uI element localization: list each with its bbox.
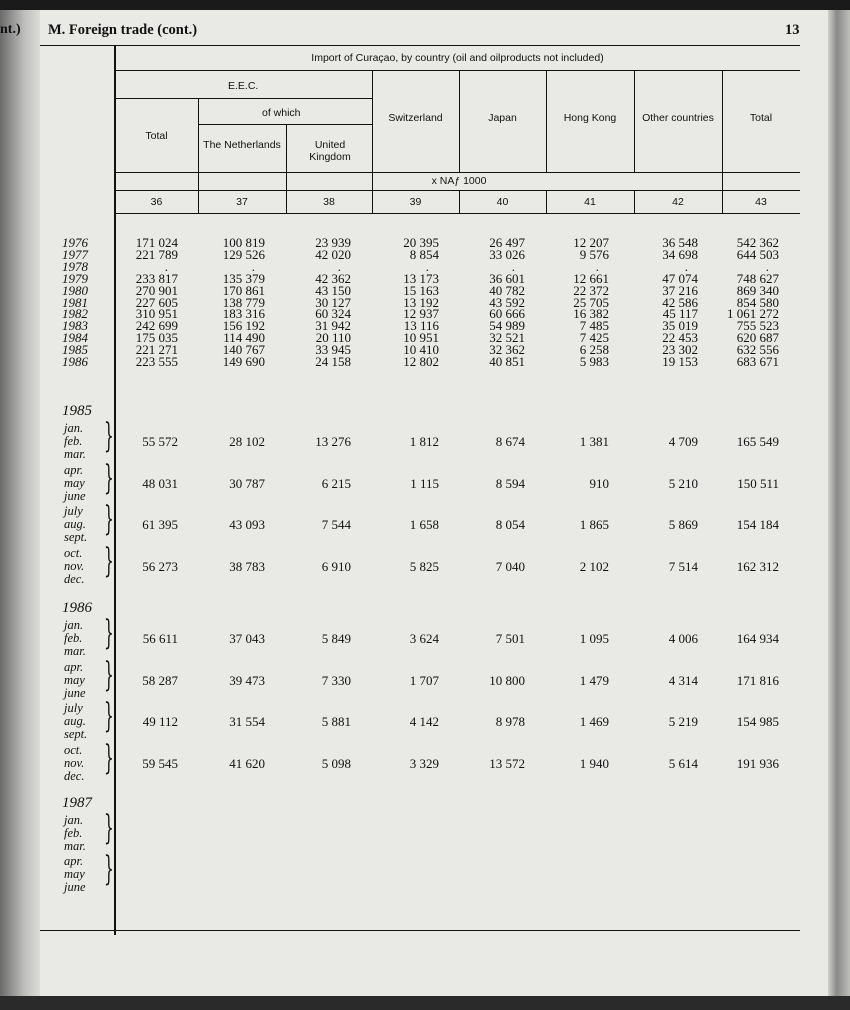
cell-value: .	[684, 258, 688, 274]
cell-value: 175 035	[135, 330, 178, 346]
row-year: 1978	[62, 258, 88, 274]
cell-value: 12 207	[573, 235, 609, 250]
month-label: apr.	[64, 659, 84, 674]
cell-value: 1 479	[579, 672, 609, 688]
page-edge	[828, 10, 850, 996]
month-label: jan.	[64, 421, 84, 435]
month-label: mar.	[64, 447, 86, 461]
cell-value: 233 817	[135, 270, 178, 286]
rule	[115, 70, 800, 71]
cell-value: 22 453	[662, 330, 698, 346]
cell-value: 3 624	[409, 631, 439, 646]
row-year: 1982	[62, 306, 88, 322]
quarter-brace-icon: }	[103, 696, 114, 736]
rule	[722, 70, 723, 213]
cell-value: 755 523	[736, 318, 779, 334]
row-year: 1980	[62, 282, 88, 298]
cell-value: 5 869	[668, 517, 698, 532]
cell-value: 1 707	[409, 672, 439, 688]
row-year: 1985	[62, 342, 88, 358]
cell-value: 40 782	[489, 282, 525, 298]
quarter-brace-icon: }	[103, 416, 114, 456]
month-label: feb.	[64, 631, 83, 645]
cell-value: .	[595, 258, 599, 274]
cell-value: 37 216	[662, 282, 698, 298]
quarter-brace-icon: }	[103, 654, 114, 695]
column-number: 42	[672, 196, 684, 208]
cell-value: 869 340	[736, 282, 779, 298]
cell-value: 19 153	[662, 354, 698, 369]
row-year: 1981	[62, 294, 88, 310]
cell-value: 1 940	[579, 755, 609, 771]
cell-value: 150 511	[737, 475, 779, 491]
cell-value: 7 485	[579, 318, 609, 334]
column-number: 41	[584, 196, 596, 208]
cell-value: 38 783	[229, 558, 265, 574]
cell-value: 170 861	[222, 282, 265, 298]
cell-value: 4 006	[668, 631, 698, 646]
month-label: july	[64, 504, 83, 518]
unit-label: x NAƒ 1000	[431, 175, 487, 187]
header-uk: United Kingdom	[309, 139, 351, 163]
scan-top-edge	[0, 0, 850, 10]
cell-value: 7 425	[579, 330, 609, 346]
cell-value: 58 287	[142, 672, 178, 688]
cell-value: 227 605	[135, 294, 178, 310]
row-year: 1983	[62, 318, 88, 334]
column-number: 37	[236, 196, 248, 208]
cell-value: 35 019	[662, 318, 698, 334]
cell-value: 6 258	[579, 342, 609, 358]
cell-value: 7 501	[495, 631, 525, 646]
cell-value: 36 601	[489, 270, 525, 286]
cell-value: 42 362	[315, 270, 351, 286]
month-label: sept.	[64, 530, 88, 544]
month-label: aug.	[64, 517, 86, 531]
cell-value: 56 273	[142, 558, 178, 574]
cell-value: 138 779	[222, 294, 265, 310]
cell-value: 149 690	[222, 354, 265, 369]
cell-value: 154 184	[736, 517, 779, 532]
cell-value: 3 329	[409, 755, 439, 771]
header-hong-kong: Hong Kong	[563, 112, 617, 124]
cell-value: 9 576	[579, 246, 609, 262]
cell-value: 24 158	[315, 354, 351, 369]
month-label: dec.	[64, 571, 85, 586]
cell-value: 43 093	[229, 517, 265, 532]
cell-value: 23 939	[315, 235, 351, 250]
cell-value: 165 549	[736, 434, 779, 449]
cell-value: 28 102	[229, 434, 265, 449]
cell-value: 8 674	[495, 434, 525, 449]
rule	[115, 213, 800, 214]
cell-value: 42 020	[315, 246, 351, 262]
cell-value: 171 816	[736, 672, 779, 688]
cell-value: 7 040	[495, 558, 525, 574]
cell-value: .	[164, 258, 168, 274]
month-label: may	[64, 475, 85, 490]
cell-value: 12 802	[403, 354, 439, 369]
cell-value: 55 572	[142, 434, 178, 449]
column-number: 39	[409, 196, 422, 208]
cell-value: 12 661	[573, 270, 609, 286]
cell-value: 310 951	[135, 306, 178, 322]
rule	[634, 70, 635, 172]
quarter-brace-icon: }	[103, 849, 114, 889]
cell-value: 32 362	[489, 342, 525, 358]
cell-value: 20 395	[403, 235, 439, 250]
cell-value: 34 698	[662, 246, 698, 262]
cell-value: 171 024	[135, 235, 178, 250]
book-binding	[0, 10, 40, 996]
cell-value: 5 825	[409, 558, 439, 574]
row-year: 1986	[62, 354, 88, 369]
cell-value: 7 330	[321, 672, 351, 688]
month-label: dec.	[64, 768, 85, 783]
quarter-brace-icon: }	[103, 457, 114, 498]
cell-value: 60 666	[489, 306, 525, 322]
cell-value: 100 819	[222, 235, 265, 250]
cell-value: 156 192	[222, 318, 265, 334]
cell-value: 49 112	[142, 714, 178, 729]
cell-value: 5 098	[321, 755, 351, 771]
month-label: nov.	[64, 755, 85, 770]
cell-value: 32 521	[489, 330, 525, 346]
cell-value: 43 150	[315, 282, 351, 298]
cell-value: 30 127	[315, 294, 351, 310]
cell-value: 25 705	[573, 294, 609, 310]
row-year: 1979	[62, 270, 88, 286]
month-label: june	[64, 880, 86, 894]
cell-value: 20 110	[315, 330, 351, 346]
header-eec: E.E.C.	[228, 80, 259, 92]
cell-value: 56 611	[142, 631, 178, 646]
cell-value: 191 936	[736, 755, 779, 771]
cell-value: 30 787	[229, 475, 265, 491]
column-number: 40	[496, 196, 509, 208]
cell-value: 221 789	[135, 246, 178, 262]
cell-value: 13 173	[403, 270, 439, 286]
cell-value: 54 989	[489, 318, 525, 334]
header-of-which: of which	[262, 107, 301, 119]
table-top-rule	[40, 45, 800, 46]
month-label: jan.	[64, 813, 84, 827]
rule	[115, 172, 800, 173]
cell-value: 221 271	[135, 342, 178, 358]
cell-value: 542 362	[736, 235, 779, 250]
cell-value: 5 219	[668, 714, 698, 729]
column-number: 43	[755, 196, 767, 208]
month-label: jan.	[64, 618, 84, 632]
cell-value: 154 985	[736, 714, 779, 729]
cell-value: 22 372	[573, 282, 609, 298]
cell-value: 47 074	[662, 270, 698, 286]
quarter-brace-icon: }	[103, 737, 114, 778]
period-year: 1987	[62, 795, 92, 811]
cell-value: 135 379	[222, 270, 265, 286]
cell-value: 683 671	[736, 354, 779, 369]
cell-value: 748 627	[736, 270, 779, 286]
cell-value: 10 951	[403, 330, 439, 346]
cell-value: 5 881	[321, 714, 351, 729]
cell-value: 39 473	[229, 672, 265, 688]
cell-value: 48 031	[142, 475, 178, 491]
month-label: may	[64, 672, 85, 687]
quarter-brace-icon: }	[103, 540, 114, 581]
cell-value: 15 163	[403, 282, 439, 298]
cell-value: 12 937	[403, 306, 439, 322]
cell-value: 162 312	[736, 558, 779, 574]
header-switzerland: Switzerland	[388, 112, 443, 124]
quarter-brace-icon: }	[103, 499, 114, 539]
cell-value: 43 592	[489, 294, 525, 310]
table-bottom-rule	[40, 930, 800, 931]
month-label: feb.	[64, 826, 83, 840]
month-label: mar.	[64, 644, 86, 658]
cell-value: 23 302	[662, 342, 698, 358]
cell-value: 60 324	[315, 306, 351, 322]
header-japan: Japan	[488, 112, 517, 124]
column-number: 38	[323, 196, 335, 208]
cell-value: 1 865	[579, 517, 609, 532]
cell-value: 5 849	[321, 631, 351, 646]
cell-value: 183 316	[222, 306, 265, 322]
cell-value: 1 381	[579, 434, 609, 449]
cell-value: 1 658	[409, 517, 439, 532]
cell-value: 5 210	[668, 475, 698, 491]
cell-value: 7 544	[321, 517, 351, 532]
month-label: oct.	[64, 742, 83, 757]
page-number: 13	[785, 22, 800, 38]
rule	[115, 190, 800, 191]
rule	[372, 70, 373, 213]
month-label: feb.	[64, 434, 83, 448]
header-netherlands: The Netherlands	[203, 139, 281, 151]
cell-value: .	[511, 258, 515, 274]
quarter-brace-icon: }	[103, 808, 114, 848]
cell-value: 1 469	[579, 714, 609, 729]
cell-value: 31 554	[229, 714, 265, 729]
cell-value: 114 490	[223, 330, 265, 346]
cell-value: 61 395	[142, 517, 178, 532]
month-label: june	[64, 685, 86, 700]
cell-value: 13 116	[403, 318, 439, 334]
cell-value: 1 812	[409, 434, 439, 449]
cell-value: 13 192	[403, 294, 439, 310]
cell-value: 270 901	[135, 282, 178, 298]
cell-value: 16 382	[573, 306, 609, 322]
cell-value: .	[765, 258, 769, 274]
row-year: 1984	[62, 330, 88, 346]
month-label: apr.	[64, 854, 84, 868]
column-number: 36	[150, 196, 163, 208]
rule	[198, 124, 372, 125]
month-label: mar.	[64, 839, 86, 853]
cell-value: .	[251, 258, 255, 274]
cell-value: 8 978	[495, 714, 525, 729]
cell-value: 4 314	[668, 672, 698, 688]
cell-value: 6 910	[321, 558, 351, 574]
cell-value: 632 556	[736, 342, 779, 358]
rule	[115, 98, 372, 99]
cell-value: 129 526	[222, 246, 265, 262]
quarter-brace-icon: }	[103, 613, 114, 653]
cell-value: 8 054	[495, 517, 525, 532]
cell-value: 26 497	[489, 235, 525, 250]
cell-value: 2 102	[579, 558, 609, 574]
cell-value: 13 276	[315, 434, 351, 449]
cell-value: 31 942	[315, 318, 351, 334]
cell-value: 4 142	[409, 714, 439, 729]
row-year: 1977	[62, 246, 88, 262]
previous-page-heading: nt.)	[0, 22, 21, 37]
table-title: Import of Curaçao, by country (oil and oilproducts not included)	[311, 52, 604, 64]
month-label: oct.	[64, 545, 83, 560]
month-label: sept.	[64, 727, 88, 741]
cell-value: 6 215	[321, 475, 351, 491]
cell-value: 37 043	[229, 631, 265, 646]
cell-value: 8 854	[409, 246, 439, 262]
month-label: nov.	[64, 558, 85, 573]
row-year: 1976	[62, 235, 88, 250]
cell-value: 644 503	[736, 246, 779, 262]
cell-value: 10 410	[403, 342, 439, 358]
cell-value: 33 026	[489, 246, 525, 262]
cell-value: 13 572	[489, 755, 525, 771]
month-label: july	[64, 701, 83, 715]
cell-value: 5 614	[668, 755, 698, 771]
cell-value: 8 594	[495, 475, 525, 491]
cell-value: 36 548	[662, 235, 698, 250]
cell-value: 620 687	[736, 330, 779, 346]
header-other-countries: Other countries	[642, 112, 714, 124]
cell-value: 59 545	[142, 755, 178, 771]
header-eec-total: Total	[145, 130, 168, 142]
cell-value: 910	[589, 475, 609, 491]
cell-value: 5 983	[579, 354, 609, 369]
month-label: aug.	[64, 714, 86, 728]
cell-value: 1 115	[410, 475, 439, 491]
cell-value: 854 580	[736, 294, 779, 310]
section-title: M. Foreign trade (cont.)	[48, 22, 198, 38]
month-label: may	[64, 867, 85, 881]
scan-bottom-edge	[0, 996, 850, 1010]
cell-value: 33 945	[315, 342, 351, 358]
month-label: june	[64, 488, 86, 503]
cell-value: .	[425, 258, 429, 274]
header-total: Total	[749, 112, 773, 124]
cell-value: 164 934	[736, 631, 779, 646]
cell-value: 1 095	[579, 631, 609, 646]
month-label: apr.	[64, 462, 84, 477]
cell-value: 4 709	[668, 434, 698, 449]
cell-value: 45 117	[662, 306, 698, 322]
cell-value: 140 767	[222, 342, 265, 358]
period-year: 1985	[62, 403, 92, 419]
cell-value: 40 851	[489, 354, 525, 369]
cell-value: 42 586	[662, 294, 698, 310]
cell-value: 41 620	[229, 755, 265, 771]
cell-value: 7 514	[668, 558, 698, 574]
cell-value: .	[337, 258, 341, 274]
cell-value: 242 699	[135, 318, 178, 334]
cell-value: 223 555	[135, 354, 178, 369]
cell-value: 1 061 272	[727, 306, 779, 322]
cell-value: 10 800	[489, 672, 525, 688]
period-year: 1986	[62, 600, 92, 616]
